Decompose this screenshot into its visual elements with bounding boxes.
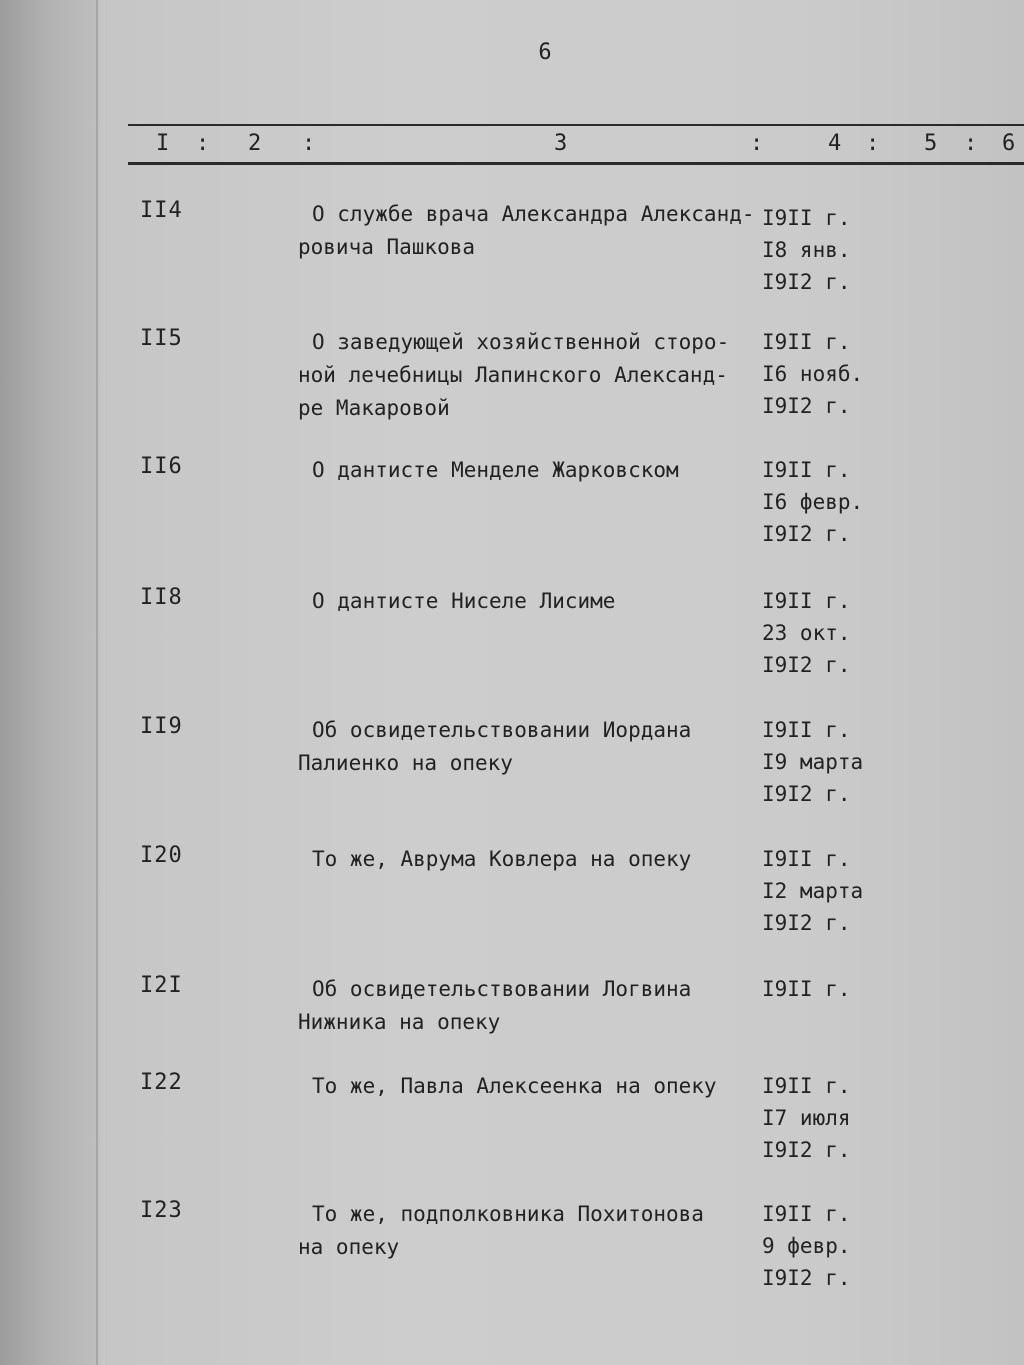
date-line: I9I2 г. (762, 1266, 851, 1290)
header-col-5: 5 (924, 131, 938, 156)
case-number: II8 (140, 585, 183, 610)
case-title-line: Об освидетельствовании Логвина (312, 977, 692, 1001)
date-line: I2 марта (762, 879, 864, 903)
case-title-line: ной лечебницы Лапинского Александ- (298, 363, 728, 387)
date-line: I9II г. (762, 977, 851, 1001)
case-dates (762, 454, 892, 550)
case-title (298, 326, 768, 425)
case-title (298, 585, 768, 618)
date-line: I9I2 г. (762, 653, 851, 677)
case-dates (762, 714, 892, 810)
case-number: II6 (140, 454, 183, 479)
case-title-line: О службе врача Александра Александ- (312, 202, 755, 226)
header-col-6: 6 (1002, 131, 1016, 156)
header-separator: : (964, 131, 978, 156)
list-item (0, 843, 1024, 963)
case-number: II5 (140, 326, 183, 351)
date-line: I9II г. (762, 1202, 851, 1226)
date-line: I9II г. (762, 1074, 851, 1098)
case-number: II9 (140, 714, 183, 739)
case-dates (762, 1198, 892, 1294)
date-line: I9II г. (762, 847, 851, 871)
case-title (298, 1198, 768, 1264)
case-number: I22 (140, 1070, 183, 1095)
list-item (0, 326, 1024, 446)
case-title (298, 973, 768, 1039)
case-title-line: Палиенко на опеку (298, 751, 513, 775)
case-title (298, 198, 768, 264)
case-title-line: О дантисте Ниселе Лисиме (312, 589, 616, 613)
date-line: I9 марта (762, 750, 864, 774)
list-item (0, 454, 1024, 574)
header-separator: : (196, 131, 210, 156)
list-item (0, 198, 1024, 318)
case-number: I2I (140, 973, 183, 998)
date-line: I9II г. (762, 206, 851, 230)
case-dates (762, 326, 892, 422)
case-title-line: То же, подполковника Похитонова (312, 1202, 704, 1226)
date-line: I8 янв. (762, 238, 851, 262)
case-title (298, 1070, 768, 1103)
case-dates (762, 202, 892, 298)
case-title (298, 843, 768, 876)
list-item (0, 1070, 1024, 1190)
list-item (0, 714, 1024, 834)
page-number: 6 (538, 40, 552, 65)
date-line: I9I2 г. (762, 782, 851, 806)
date-line: I9I2 г. (762, 270, 851, 294)
case-title (298, 454, 768, 487)
case-title-line: О заведующей хозяйственной сторо- (312, 330, 730, 354)
case-title-line: ровича Пашкова (298, 235, 476, 259)
date-line: I6 нояб. (762, 362, 864, 386)
case-title-line: ре Макаровой (298, 396, 450, 420)
case-number: I23 (140, 1198, 183, 1223)
header-col-4: 4 (828, 131, 842, 156)
date-line: I9I2 г. (762, 394, 851, 418)
date-line: I9I2 г. (762, 522, 851, 546)
case-dates (762, 973, 892, 1005)
header-rule-bottom (128, 162, 1024, 165)
case-title-line: Нижника на опеку (298, 1010, 501, 1034)
case-title-line: О дантисте Менделе Жарковском (312, 458, 679, 482)
date-line: I9II г. (762, 718, 851, 742)
header-separator: : (302, 131, 316, 156)
header-separator: : (866, 131, 880, 156)
case-dates (762, 1070, 892, 1166)
case-number: II4 (140, 198, 183, 223)
date-line: I9I2 г. (762, 1138, 851, 1162)
date-line: I6 февр. (762, 490, 864, 514)
case-title-line: То же, Павла Алексеенка на опеку (312, 1074, 717, 1098)
date-line: I9I2 г. (762, 911, 851, 935)
date-line: I9II г. (762, 589, 851, 613)
case-dates (762, 843, 892, 939)
date-line: I9II г. (762, 330, 851, 354)
date-line: 23 окт. (762, 621, 851, 645)
header-col-3: 3 (554, 131, 568, 156)
case-title-line: Об освидетельствовании Иордана (312, 718, 692, 742)
case-number: I20 (140, 843, 183, 868)
list-item (0, 1198, 1024, 1318)
header-rule-top (128, 124, 1024, 126)
header-col-1: I (156, 131, 170, 156)
date-line: 9 февр. (762, 1234, 851, 1258)
header-col-2: 2 (248, 131, 262, 156)
case-dates (762, 585, 892, 681)
case-title (298, 714, 768, 780)
header-separator: : (750, 131, 764, 156)
date-line: I7 июля (762, 1106, 851, 1130)
case-title-line: То же, Аврума Ковлера на опеку (312, 847, 692, 871)
case-title-line: на опеку (298, 1235, 400, 1259)
date-line: I9II г. (762, 458, 851, 482)
list-item (0, 585, 1024, 705)
